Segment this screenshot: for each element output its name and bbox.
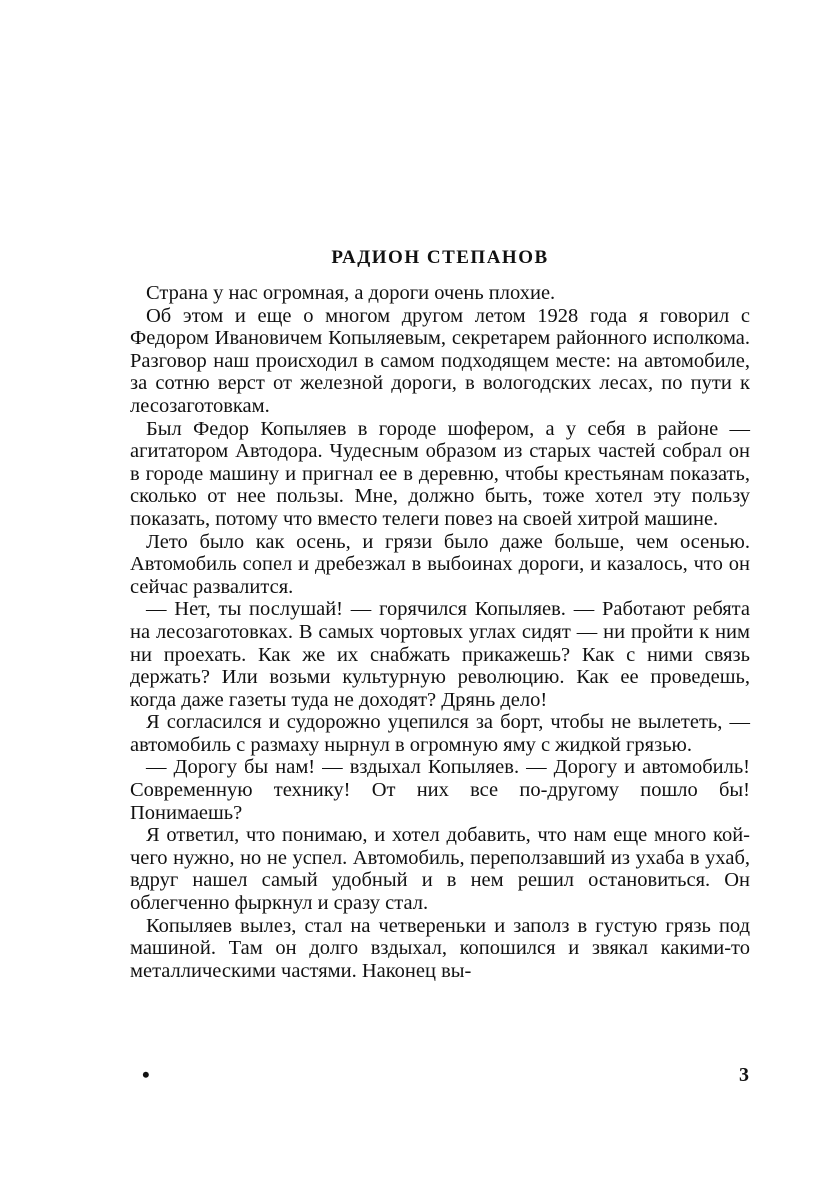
paragraph: Был Федор Копыляев в городе шофером, а у себя в районе — агитатором Автодора. Чудесным образом из старых частей собрал он в городе машину и пригнал ее в деревню, чтобы крестьянам показать, сколько от нее пользы. Мне, должно быть, тоже хотел эту пользу показать, потому что вместо телеги повез на своей хитрой машине. bbox=[130, 417, 750, 530]
page-number: 3 bbox=[739, 1064, 749, 1086]
paragraph: Лето было как осень, и грязи было даже больше, чем осенью. Автомобиль сопел и дребезжал в выбоинах дороги, и казалось, что он сейчас развалится. bbox=[130, 530, 750, 598]
paragraph: — Дорогу бы нам! — вздыхал Копыляев. — Дорогу и автомобиль! Современную технику! От них все по-другому пошло бы! Понимаешь? bbox=[130, 756, 750, 824]
chapter-title: РАДИОН СТЕПАНОВ bbox=[331, 247, 549, 268]
paragraph: Я согласился и судорожно уцепился за борт, чтобы не вылететь, — автомобиль с размаху нырнул в огромную яму с жидкой грязью. bbox=[130, 711, 750, 756]
paragraph: — Нет, ты послушай! — горячился Копыляев. — Работают ребята на лесозаготовках. В самых чортовых углах сидят — ни пройти к ним ни проехать. Как же их снабжать прикажешь? Как с ними связь держать? Или возьми культурную революцию. Как ее проведешь, когда даже газеты туда не доходят? Дрянь дело! bbox=[130, 598, 750, 711]
paragraph: Я ответил, что понимаю, и хотел добавить, что нам еще много кой-чего нужно, но не успел. Автомобиль, переползавший из ухаба в ухаб, вдруг нашел самый удобный и в нем решил остановиться. Он облегченно фыркнул и сразу стал. bbox=[130, 824, 750, 915]
paragraph: Копыляев вылез, стал на четвереньки и заполз в густую грязь под машиной. Там он долго вздыхал, копошился и звякал какими-то металлическими частями. Наконец вы- bbox=[130, 914, 750, 982]
paragraph: Об этом и еще о многом другом летом 1928 года я говорил с Федором Ивановичем Копыляевым, секретарем районного исполкома. Разговор наш происходил в самом подходящем месте: на автомобиле, за сотню верст от железной дороги, в вологодских лесах, по пути к лесозаготовкам. bbox=[130, 304, 750, 417]
chapter-body bbox=[130, 282, 750, 982]
signature-mark: • bbox=[142, 1062, 150, 1087]
paragraph: Страна у нас огромная, а дороги очень плохие. bbox=[146, 282, 556, 304]
